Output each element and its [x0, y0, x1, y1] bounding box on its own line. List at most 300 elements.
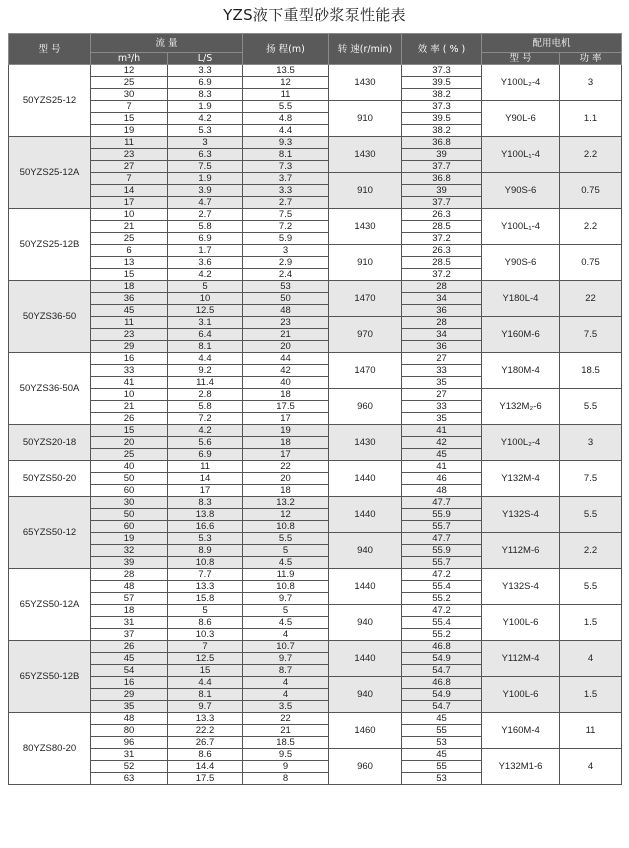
- efficiency-cell: 37.7: [402, 197, 482, 209]
- flow-ls-cell: 7.7: [168, 569, 243, 581]
- speed-cell: 1430: [329, 209, 402, 245]
- head-cell: 9.5: [243, 749, 329, 761]
- header-motor: 配用电机: [482, 34, 622, 53]
- table-row: [9, 569, 622, 581]
- head-cell: 5: [243, 545, 329, 557]
- flow-m3h-cell: 7: [91, 101, 168, 113]
- head-cell: 5.5: [243, 533, 329, 545]
- flow-ls-cell: 8.3: [168, 497, 243, 509]
- flow-ls-cell: 5.3: [168, 125, 243, 137]
- speed-cell: 960: [329, 749, 402, 785]
- head-cell: 4.8: [243, 113, 329, 125]
- flow-m3h-cell: 35: [91, 701, 168, 713]
- flow-m3h-cell: 20: [91, 437, 168, 449]
- motor-model-cell: Y90L-6: [482, 101, 560, 137]
- efficiency-cell: 46: [402, 473, 482, 485]
- flow-ls-cell: 7.2: [168, 413, 243, 425]
- flow-ls-cell: 16.6: [168, 521, 243, 533]
- efficiency-cell: 55: [402, 761, 482, 773]
- motor-model-cell: Y160M-6: [482, 317, 560, 353]
- flow-ls-cell: 17: [168, 485, 243, 497]
- flow-ls-cell: 4.2: [168, 425, 243, 437]
- speed-cell: 910: [329, 245, 402, 281]
- table-row: [9, 209, 622, 221]
- table-row: [9, 749, 622, 761]
- head-cell: 42: [243, 365, 329, 377]
- efficiency-cell: 36.8: [402, 137, 482, 149]
- flow-m3h-cell: 63: [91, 773, 168, 785]
- flow-m3h-cell: 14: [91, 185, 168, 197]
- head-cell: 7.3: [243, 161, 329, 173]
- efficiency-cell: 26.3: [402, 209, 482, 221]
- head-cell: 10.8: [243, 581, 329, 593]
- head-cell: 21: [243, 329, 329, 341]
- efficiency-cell: 35: [402, 413, 482, 425]
- motor-power-cell: 3: [560, 65, 622, 101]
- page-title: YZS液下重型砂浆泵性能表: [223, 6, 406, 24]
- efficiency-cell: 47.2: [402, 605, 482, 617]
- flow-m3h-cell: 26: [91, 641, 168, 653]
- motor-power-cell: 4: [560, 749, 622, 785]
- head-cell: 44: [243, 353, 329, 365]
- flow-ls-cell: 3: [168, 137, 243, 149]
- flow-m3h-cell: 6: [91, 245, 168, 257]
- flow-ls-cell: 10.8: [168, 557, 243, 569]
- efficiency-cell: 46.8: [402, 641, 482, 653]
- efficiency-cell: 26.3: [402, 245, 482, 257]
- head-cell: 48: [243, 305, 329, 317]
- motor-model-cell: Y100L-6: [482, 605, 560, 641]
- flow-ls-cell: 4.4: [168, 677, 243, 689]
- flow-m3h-cell: 30: [91, 89, 168, 101]
- header-flow-m3h: m³/h: [91, 53, 168, 65]
- flow-m3h-cell: 16: [91, 353, 168, 365]
- flow-m3h-cell: 21: [91, 221, 168, 233]
- flow-m3h-cell: 23: [91, 149, 168, 161]
- head-cell: 20: [243, 341, 329, 353]
- motor-power-cell: 1.1: [560, 101, 622, 137]
- efficiency-cell: 38.2: [402, 125, 482, 137]
- efficiency-cell: 46.8: [402, 677, 482, 689]
- model-cell: 50YZS20-18: [9, 425, 91, 461]
- flow-ls-cell: 9.2: [168, 365, 243, 377]
- flow-m3h-cell: 21: [91, 401, 168, 413]
- flow-ls-cell: 7.5: [168, 161, 243, 173]
- head-cell: 18: [243, 485, 329, 497]
- flow-ls-cell: 11.4: [168, 377, 243, 389]
- flow-m3h-cell: 25: [91, 77, 168, 89]
- speed-cell: 1430: [329, 65, 402, 101]
- flow-m3h-cell: 60: [91, 521, 168, 533]
- efficiency-cell: 41: [402, 425, 482, 437]
- motor-power-cell: 4: [560, 641, 622, 677]
- motor-model-cell: Y100L₂-4: [482, 425, 560, 461]
- flow-ls-cell: 8.1: [168, 341, 243, 353]
- head-cell: 3.7: [243, 173, 329, 185]
- flow-ls-cell: 13.3: [168, 713, 243, 725]
- head-cell: 3: [243, 245, 329, 257]
- flow-ls-cell: 11: [168, 461, 243, 473]
- table-row: [9, 65, 622, 77]
- header-motor-model: 型 号: [482, 53, 560, 65]
- flow-m3h-cell: 7: [91, 173, 168, 185]
- head-cell: 17.5: [243, 401, 329, 413]
- motor-power-cell: 0.75: [560, 245, 622, 281]
- flow-ls-cell: 1.7: [168, 245, 243, 257]
- flow-ls-cell: 13.3: [168, 581, 243, 593]
- flow-m3h-cell: 80: [91, 725, 168, 737]
- speed-cell: 910: [329, 173, 402, 209]
- speed-cell: 1460: [329, 713, 402, 749]
- flow-ls-cell: 7: [168, 641, 243, 653]
- head-cell: 22: [243, 713, 329, 725]
- flow-m3h-cell: 32: [91, 545, 168, 557]
- flow-m3h-cell: 33: [91, 365, 168, 377]
- flow-m3h-cell: 23: [91, 329, 168, 341]
- flow-ls-cell: 6.9: [168, 449, 243, 461]
- head-cell: 9.7: [243, 653, 329, 665]
- motor-model-cell: Y100L₁-4: [482, 137, 560, 173]
- head-cell: 18: [243, 389, 329, 401]
- head-cell: 5.5: [243, 101, 329, 113]
- head-cell: 3.5: [243, 701, 329, 713]
- flow-m3h-cell: 50: [91, 473, 168, 485]
- head-cell: 13.2: [243, 497, 329, 509]
- flow-ls-cell: 6.3: [168, 149, 243, 161]
- table-row: [9, 389, 622, 401]
- flow-ls-cell: 12.5: [168, 305, 243, 317]
- head-cell: 17: [243, 413, 329, 425]
- efficiency-cell: 55.9: [402, 509, 482, 521]
- head-cell: 10.8: [243, 521, 329, 533]
- flow-m3h-cell: 11: [91, 137, 168, 149]
- header-speed: 转 速(r/min): [329, 34, 402, 65]
- efficiency-cell: 48: [402, 485, 482, 497]
- flow-m3h-cell: 25: [91, 449, 168, 461]
- performance-table: [8, 33, 622, 785]
- flow-ls-cell: 3.6: [168, 257, 243, 269]
- table-row: [9, 317, 622, 329]
- flow-m3h-cell: 12: [91, 65, 168, 77]
- speed-cell: 960: [329, 389, 402, 425]
- model-cell: 50YZS36-50A: [9, 353, 91, 425]
- head-cell: 50: [243, 293, 329, 305]
- speed-cell: 940: [329, 677, 402, 713]
- efficiency-cell: 53: [402, 773, 482, 785]
- efficiency-cell: 55.4: [402, 581, 482, 593]
- motor-model-cell: Y90S-6: [482, 173, 560, 209]
- efficiency-cell: 37.2: [402, 233, 482, 245]
- head-cell: 7.5: [243, 209, 329, 221]
- speed-cell: 940: [329, 605, 402, 641]
- efficiency-cell: 54.7: [402, 665, 482, 677]
- flow-ls-cell: 10.3: [168, 629, 243, 641]
- head-cell: 2.7: [243, 197, 329, 209]
- efficiency-cell: 36: [402, 305, 482, 317]
- flow-ls-cell: 8.6: [168, 749, 243, 761]
- efficiency-cell: 36.8: [402, 173, 482, 185]
- flow-ls-cell: 3.9: [168, 185, 243, 197]
- head-cell: 9.3: [243, 137, 329, 149]
- flow-m3h-cell: 40: [91, 461, 168, 473]
- efficiency-cell: 53: [402, 737, 482, 749]
- flow-m3h-cell: 19: [91, 533, 168, 545]
- table-row: [9, 425, 622, 437]
- head-cell: 12: [243, 509, 329, 521]
- table-row: [9, 245, 622, 257]
- flow-m3h-cell: 15: [91, 269, 168, 281]
- flow-ls-cell: 1.9: [168, 101, 243, 113]
- speed-cell: 940: [329, 533, 402, 569]
- flow-m3h-cell: 16: [91, 677, 168, 689]
- motor-model-cell: Y132S-4: [482, 569, 560, 605]
- head-cell: 3.3: [243, 185, 329, 197]
- efficiency-cell: 55.2: [402, 629, 482, 641]
- speed-cell: 910: [329, 101, 402, 137]
- model-cell: 65YZS50-12B: [9, 641, 91, 713]
- efficiency-cell: 27: [402, 353, 482, 365]
- motor-model-cell: Y100L₂-4: [482, 65, 560, 101]
- flow-m3h-cell: 36: [91, 293, 168, 305]
- flow-ls-cell: 5.3: [168, 533, 243, 545]
- flow-ls-cell: 5.8: [168, 401, 243, 413]
- flow-m3h-cell: 57: [91, 593, 168, 605]
- flow-ls-cell: 15.8: [168, 593, 243, 605]
- table-row: [9, 533, 622, 545]
- flow-m3h-cell: 29: [91, 689, 168, 701]
- table-row: [9, 101, 622, 113]
- flow-ls-cell: 6.9: [168, 233, 243, 245]
- flow-m3h-cell: 45: [91, 653, 168, 665]
- head-cell: 10.7: [243, 641, 329, 653]
- table-row: [9, 713, 622, 725]
- head-cell: 18.5: [243, 737, 329, 749]
- flow-m3h-cell: 27: [91, 161, 168, 173]
- flow-m3h-cell: 96: [91, 737, 168, 749]
- motor-power-cell: 7.5: [560, 461, 622, 497]
- efficiency-cell: 37.2: [402, 269, 482, 281]
- efficiency-cell: 55.4: [402, 617, 482, 629]
- head-cell: 2.9: [243, 257, 329, 269]
- efficiency-cell: 54.9: [402, 689, 482, 701]
- speed-cell: 1440: [329, 461, 402, 497]
- flow-ls-cell: 3.1: [168, 317, 243, 329]
- head-cell: 5: [243, 605, 329, 617]
- flow-m3h-cell: 17: [91, 197, 168, 209]
- motor-model-cell: Y112M-6: [482, 533, 560, 569]
- flow-m3h-cell: 13: [91, 257, 168, 269]
- flow-m3h-cell: 39: [91, 557, 168, 569]
- flow-m3h-cell: 10: [91, 389, 168, 401]
- header-model: 型 号: [9, 34, 91, 65]
- motor-power-cell: 2.2: [560, 209, 622, 245]
- header-motor-power: 功 率: [560, 53, 622, 65]
- flow-ls-cell: 8.6: [168, 617, 243, 629]
- flow-ls-cell: 22.2: [168, 725, 243, 737]
- flow-ls-cell: 4.4: [168, 353, 243, 365]
- efficiency-cell: 28: [402, 317, 482, 329]
- flow-m3h-cell: 37: [91, 629, 168, 641]
- flow-m3h-cell: 54: [91, 665, 168, 677]
- head-cell: 5.9: [243, 233, 329, 245]
- flow-ls-cell: 1.9: [168, 173, 243, 185]
- speed-cell: 1430: [329, 425, 402, 461]
- flow-ls-cell: 5.6: [168, 437, 243, 449]
- flow-m3h-cell: 10: [91, 209, 168, 221]
- motor-power-cell: 2.2: [560, 137, 622, 173]
- efficiency-cell: 42: [402, 437, 482, 449]
- head-cell: 23: [243, 317, 329, 329]
- flow-m3h-cell: 15: [91, 113, 168, 125]
- head-cell: 4: [243, 677, 329, 689]
- head-cell: 8: [243, 773, 329, 785]
- motor-power-cell: 1.5: [560, 605, 622, 641]
- head-cell: 11: [243, 89, 329, 101]
- speed-cell: 1440: [329, 569, 402, 605]
- head-cell: 4.4: [243, 125, 329, 137]
- head-cell: 22: [243, 461, 329, 473]
- efficiency-cell: 55.2: [402, 593, 482, 605]
- flow-ls-cell: 2.7: [168, 209, 243, 221]
- efficiency-cell: 37.3: [402, 65, 482, 77]
- motor-model-cell: Y100L₁-4: [482, 209, 560, 245]
- table-row: [9, 641, 622, 653]
- speed-cell: 1440: [329, 497, 402, 533]
- efficiency-cell: 33: [402, 401, 482, 413]
- motor-power-cell: 0.75: [560, 173, 622, 209]
- efficiency-cell: 39.5: [402, 113, 482, 125]
- flow-m3h-cell: 52: [91, 761, 168, 773]
- flow-m3h-cell: 30: [91, 497, 168, 509]
- motor-model-cell: Y132S-4: [482, 497, 560, 533]
- speed-cell: 1440: [329, 641, 402, 677]
- table-body: [9, 65, 622, 785]
- efficiency-cell: 39: [402, 185, 482, 197]
- head-cell: 8.1: [243, 149, 329, 161]
- motor-model-cell: Y132M₂-6: [482, 389, 560, 425]
- efficiency-cell: 34: [402, 293, 482, 305]
- table-row: [9, 497, 622, 509]
- model-cell: 50YZS25-12B: [9, 209, 91, 281]
- flow-ls-cell: 13.8: [168, 509, 243, 521]
- flow-ls-cell: 4.2: [168, 113, 243, 125]
- model-cell: 80YZS80-20: [9, 713, 91, 785]
- flow-ls-cell: 5.8: [168, 221, 243, 233]
- head-cell: 18: [243, 437, 329, 449]
- efficiency-cell: 55: [402, 725, 482, 737]
- model-cell: 50YZS25-12: [9, 65, 91, 137]
- motor-power-cell: 3: [560, 425, 622, 461]
- flow-ls-cell: 5: [168, 281, 243, 293]
- model-cell: 50YZS50-20: [9, 461, 91, 497]
- efficiency-cell: 47.7: [402, 533, 482, 545]
- flow-ls-cell: 12.5: [168, 653, 243, 665]
- flow-m3h-cell: 31: [91, 749, 168, 761]
- head-cell: 2.4: [243, 269, 329, 281]
- flow-m3h-cell: 60: [91, 485, 168, 497]
- efficiency-cell: 35: [402, 377, 482, 389]
- efficiency-cell: 55.9: [402, 545, 482, 557]
- efficiency-cell: 47.2: [402, 569, 482, 581]
- flow-m3h-cell: 18: [91, 605, 168, 617]
- efficiency-cell: 28: [402, 281, 482, 293]
- flow-ls-cell: 15: [168, 665, 243, 677]
- efficiency-cell: 38.2: [402, 89, 482, 101]
- speed-cell: 1470: [329, 353, 402, 389]
- flow-m3h-cell: 19: [91, 125, 168, 137]
- efficiency-cell: 33: [402, 365, 482, 377]
- flow-ls-cell: 14.4: [168, 761, 243, 773]
- head-cell: 4: [243, 629, 329, 641]
- table-row: [9, 353, 622, 365]
- efficiency-cell: 45: [402, 713, 482, 725]
- efficiency-cell: 36: [402, 341, 482, 353]
- motor-model-cell: Y90S-6: [482, 245, 560, 281]
- head-cell: 13.5: [243, 65, 329, 77]
- motor-power-cell: 1.5: [560, 677, 622, 713]
- efficiency-cell: 34: [402, 329, 482, 341]
- head-cell: 21: [243, 725, 329, 737]
- motor-model-cell: Y180M-4: [482, 353, 560, 389]
- flow-m3h-cell: 48: [91, 581, 168, 593]
- flow-ls-cell: 4.2: [168, 269, 243, 281]
- table-row: [9, 137, 622, 149]
- flow-m3h-cell: 25: [91, 233, 168, 245]
- efficiency-cell: 54.7: [402, 701, 482, 713]
- header-flow: 流 量: [91, 34, 243, 53]
- head-cell: 53: [243, 281, 329, 293]
- efficiency-cell: 45: [402, 449, 482, 461]
- flow-m3h-cell: 28: [91, 569, 168, 581]
- table-row: [9, 605, 622, 617]
- motor-power-cell: 11: [560, 713, 622, 749]
- model-cell: 65YZS50-12: [9, 497, 91, 569]
- flow-m3h-cell: 41: [91, 377, 168, 389]
- flow-m3h-cell: 15: [91, 425, 168, 437]
- efficiency-cell: 39.5: [402, 77, 482, 89]
- motor-model-cell: Y132M1-6: [482, 749, 560, 785]
- head-cell: 11.9: [243, 569, 329, 581]
- efficiency-cell: 39: [402, 149, 482, 161]
- efficiency-cell: 37.3: [402, 101, 482, 113]
- table-row: [9, 677, 622, 689]
- model-cell: 50YZS25-12A: [9, 137, 91, 209]
- head-cell: 9: [243, 761, 329, 773]
- efficiency-cell: 45: [402, 749, 482, 761]
- efficiency-cell: 28.5: [402, 221, 482, 233]
- table-row: [9, 461, 622, 473]
- speed-cell: 970: [329, 317, 402, 353]
- motor-model-cell: Y132M-4: [482, 461, 560, 497]
- flow-ls-cell: 5: [168, 605, 243, 617]
- speed-cell: 1470: [329, 281, 402, 317]
- flow-ls-cell: 6.9: [168, 77, 243, 89]
- motor-model-cell: Y160M-4: [482, 713, 560, 749]
- head-cell: 4.5: [243, 557, 329, 569]
- efficiency-cell: 55.7: [402, 521, 482, 533]
- head-cell: 9.7: [243, 593, 329, 605]
- flow-ls-cell: 10: [168, 293, 243, 305]
- flow-ls-cell: 8.1: [168, 689, 243, 701]
- head-cell: 4: [243, 689, 329, 701]
- head-cell: 40: [243, 377, 329, 389]
- header-flow-ls: L/S: [168, 53, 243, 65]
- speed-cell: 1430: [329, 137, 402, 173]
- flow-ls-cell: 14: [168, 473, 243, 485]
- motor-power-cell: 5.5: [560, 497, 622, 533]
- motor-power-cell: 5.5: [560, 569, 622, 605]
- efficiency-cell: 28.5: [402, 257, 482, 269]
